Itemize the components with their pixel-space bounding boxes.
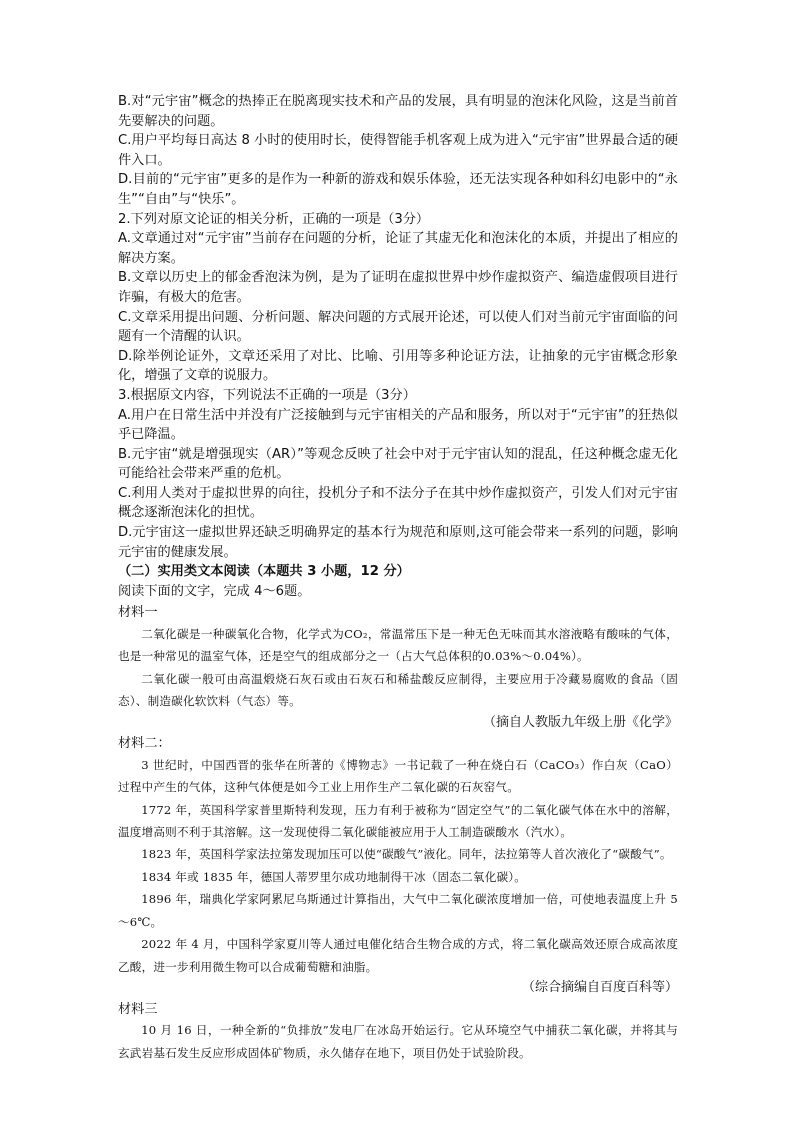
q2-option-c: C.文章采用提出问题、分析问题、解决问题的方式展开论述，可以使人们对当前元宇宙面临的问题有一个清醒的认识。 bbox=[118, 309, 678, 345]
material-1-source: （摘自人教版九年级上册《化学》 bbox=[482, 714, 678, 730]
document-page bbox=[118, 92, 678, 1064]
q2-stem: 2.下列对原文论证的相关分析，正确的一项是（3分） bbox=[118, 211, 430, 227]
material-2-source: （综合摘编自百度百科等） bbox=[521, 979, 678, 995]
q3-option-d: D.元宇宙这一虚拟世界还缺乏明确界定的基本行为规范和原则,这可能会带来一系列的问题，影响元宇宙的健康发展。 bbox=[118, 525, 678, 560]
q3-option-c: C.利用人类对于虚拟世界的向往，投机分子和不法分子在其中炒作虚拟资产，引发人们对元宇宙概念逐渐泡沫化的担忧。 bbox=[118, 485, 678, 521]
material-1-paragraph: 二氧化碳是一种碳氧化合物，化学式为CO₂，常温常压下是一种无色无味而其水溶液略有酸味的气体，也是一种常见的温室气体，还是空气的组成部分之一（占大气总体积的0.03%～0.04%）。 bbox=[118, 627, 678, 664]
q1-option-d: D.目前的“元宇宙”更多的是作为一种新的游戏和娱乐体验，还无法实现各种如科幻电影中的“永生”“自由”与“快乐”。 bbox=[118, 172, 678, 207]
q3-option-b: B.元宇宙“就是增强现实（AR）”等观念反映了社会中对于元宇宙认知的混乱，任这种概念虚无化可能给社会带来严重的危机。 bbox=[118, 446, 678, 482]
material-3-paragraph: 10 月 16 日，一种全新的“负排放”发电厂在冰岛开始运行。它从环境空气中捕获二氧化碳，并将其与玄武岩基石发生反应形成固体矿物质，永久储存在地下，项目仍处于试验阶段。 bbox=[118, 1023, 678, 1060]
material-1-paragraph: 二氧化碳一般可由高温煅烧石灰石或由石灰石和稀盐酸反应制得，主要应用于冷藏易腐败的食品（固态）、制造碳化软饮料（气态）等。 bbox=[118, 671, 678, 709]
q2-option-d: D.除举例论证外，文章还采用了对比、比喻、引用等多种论证方法，让抽象的元宇宙概念形象化，增强了文章的说服力。 bbox=[118, 348, 678, 384]
section-intro: 阅读下面的文字，完成 4～6题。 bbox=[118, 583, 311, 599]
material-3-label: 材料三 bbox=[118, 1001, 158, 1017]
q1-option-b: B.对“元宇宙”概念的热捧正在脱离现实技术和产品的发展，具有明显的泡沫化风险，这是当前首先要解决的问题。 bbox=[118, 94, 678, 129]
q2-option-a: A.文章通过对“元宇宙”当前存在问题的分析，论证了其虚无化和泡沫化的本质，并提出了相应的解决方案。 bbox=[118, 231, 678, 266]
material-2-label: 材料二： bbox=[118, 736, 171, 752]
material-2-paragraph: 2022 年 4 月，中国科学家夏川等人通过电催化结合生物合成的方式，将二氧化碳高效还原合成高浓度乙酸，进一步利用微生物可以合成葡萄糖和油脂。 bbox=[118, 937, 678, 974]
q2-option-b: B.文章以历史上的郁金香泡沫为例，是为了证明在虚拟世界中炒作虚拟资产、编造虚假项目进行诈骗，有极大的危害。 bbox=[118, 270, 678, 305]
q3-stem: 3.根据原文内容，下列说法不正确的一项是（3分） bbox=[118, 387, 416, 403]
material-1-label: 材料一 bbox=[118, 605, 158, 621]
material-2-paragraph: 1834 年或 1835 年，德国人蒂罗里尔成功地制得干冰（固态二氧化碳）。 bbox=[141, 869, 527, 884]
material-2-paragraph: 1772 年，英国科学家普里斯特利发现，压力有利于被称为“固定空气”的二氧化碳气体在水中的溶解，温度增高则不利于其溶解。这一发现使得二氧化碳能被应用于人工制造碳酸水（汽水）。 bbox=[118, 802, 678, 840]
q3-option-a: A.用户在日常生活中并没有广泛接触到与元宇宙相关的产品和服务，所以对于“元宇宙”的狂热似乎已降温。 bbox=[118, 407, 678, 443]
section-heading: （二）实用类文本阅读（本题共 3 小题，12 分） bbox=[118, 564, 410, 580]
q1-option-c: C.用户平均每日高达 8 小时的使用时长，使得智能手机客观上成为进入“元宇宙”世界最合适的硬件入口。 bbox=[118, 133, 678, 168]
material-2-paragraph: 1823 年，英国科学家法拉第发现加压可以使“碳酸气”液化。同年，法拉第等人首次液化了“碳酸气”。 bbox=[141, 847, 672, 862]
material-2-paragraph: 1896 年，瑞典化学家阿累尼乌斯通过计算指出，大气中二氧化碳浓度增加一倍，可使地表温度上升 5～6℃。 bbox=[118, 892, 678, 929]
material-2-paragraph: 3 世纪时，中国西晋的张华在所著的《博物志》一书记载了一种在烧白石（CaCO₃）作白灰（CaO）过程中产生的气体，这种气体便是如今工业上用作生产二氧化碳的石灰窑气。 bbox=[118, 757, 678, 795]
